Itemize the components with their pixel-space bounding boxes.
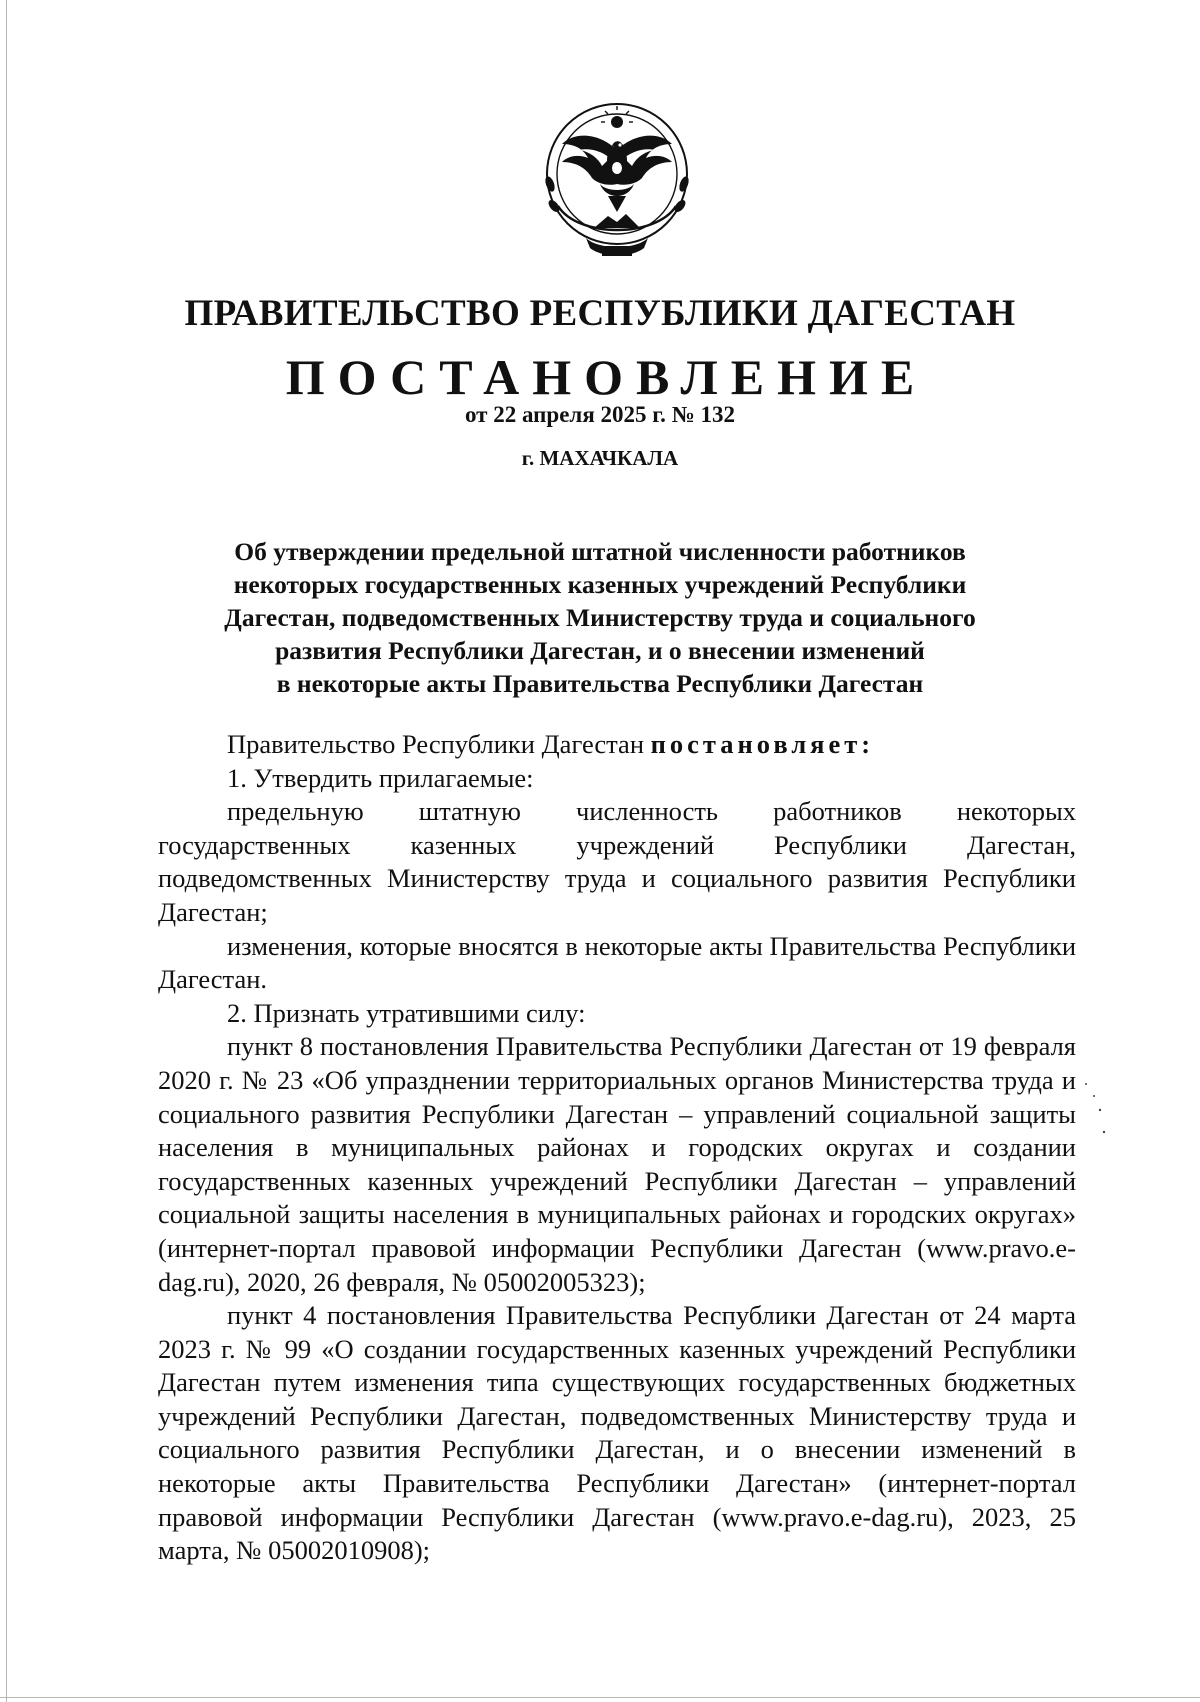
intro-decree-word: постановляет: xyxy=(650,729,875,759)
subject-line: в некоторые акты Правительства Республики Дагестан xyxy=(276,669,924,698)
subject-line: некоторых государственных казенных учреждений Республики xyxy=(233,570,967,599)
intro-text: Правительство Республики Дагестан xyxy=(227,729,651,759)
scan-edge-bottom xyxy=(0,1697,1200,1698)
subject-line: развития Республики Дагестан, и о внесении изменений xyxy=(275,636,925,665)
document-date-number: от 22 апреля 2025 г. № 132 xyxy=(464,402,735,427)
item-2-b-paragraph: пункт 4 постановления Правительства Республики Дагестан от 24 марта 2023 г. № 99 «О создании государственных казенных учреждений Республики Дагестан путем изменения типа существующих государственных бюджетных учреждений Республики Дагестан, подведомственных Министерству труда и социального развития Республики Дагестан, и о внесении изменений в некоторые акты Правительства Республики Дагестан» (интернет-портал правовой информации Республики Дагестан (www.pravo.e-dag.ru), 2023, 25 марта, № 05002010908); xyxy=(158,1300,1076,1566)
scan-edge-left xyxy=(6,0,7,1702)
intro-paragraph xyxy=(158,728,1076,762)
subject-line: Дагестан, подведомственных Министерству труда и социального xyxy=(224,603,976,632)
scan-specks xyxy=(1080,1080,1130,1160)
subject-line: Об утверждении предельной штатной численности работников xyxy=(234,537,966,566)
government-title: ПРАВИТЕЛЬСТВО РЕСПУБЛИКИ ДАГЕСТАН xyxy=(184,293,1016,334)
item-2-paragraph: 2. Признать утратившими силу: xyxy=(227,997,586,1028)
document-subject xyxy=(160,535,1040,700)
document-city: г. МАХАЧКАЛА xyxy=(521,446,679,470)
item-1-paragraph: 1. Утвердить прилагаемые: xyxy=(227,762,534,793)
item-1-a-paragraph: предельную штатную численность работников некоторых государственных казенных учреждений Республики Дагестан, подведомственных Министерству труда и социального развития Республики Дагестан; xyxy=(158,796,1076,927)
dagestan-coat-of-arms-emblem-icon xyxy=(528,88,706,270)
document-body xyxy=(158,728,1076,1568)
item-2-a-paragraph: пункт 8 постановления Правительства Республики Дагестан от 19 февраля 2020 г. № 23 «Об упразднении территориальных органов Министерства труда и социального развития Республики Дагестан – управлений социальной защиты населения в муниципальных районах и городских округах и создании государственных казенных учреждений Республики Дагестан – управлений социальной защиты населения в муниципальных районах и городских округах» (интернет-портал правовой информации Республики Дагестан (www.pravo.e-dag.ru), 2020, 26 февраля, № 05002005323); xyxy=(158,1031,1076,1297)
item-1-b-paragraph: изменения, которые вносятся в некоторые акты Правительства Республики Дагестан. xyxy=(158,930,1076,995)
document-type-title: ПОСТАНОВЛЕНИЕ xyxy=(285,349,928,405)
